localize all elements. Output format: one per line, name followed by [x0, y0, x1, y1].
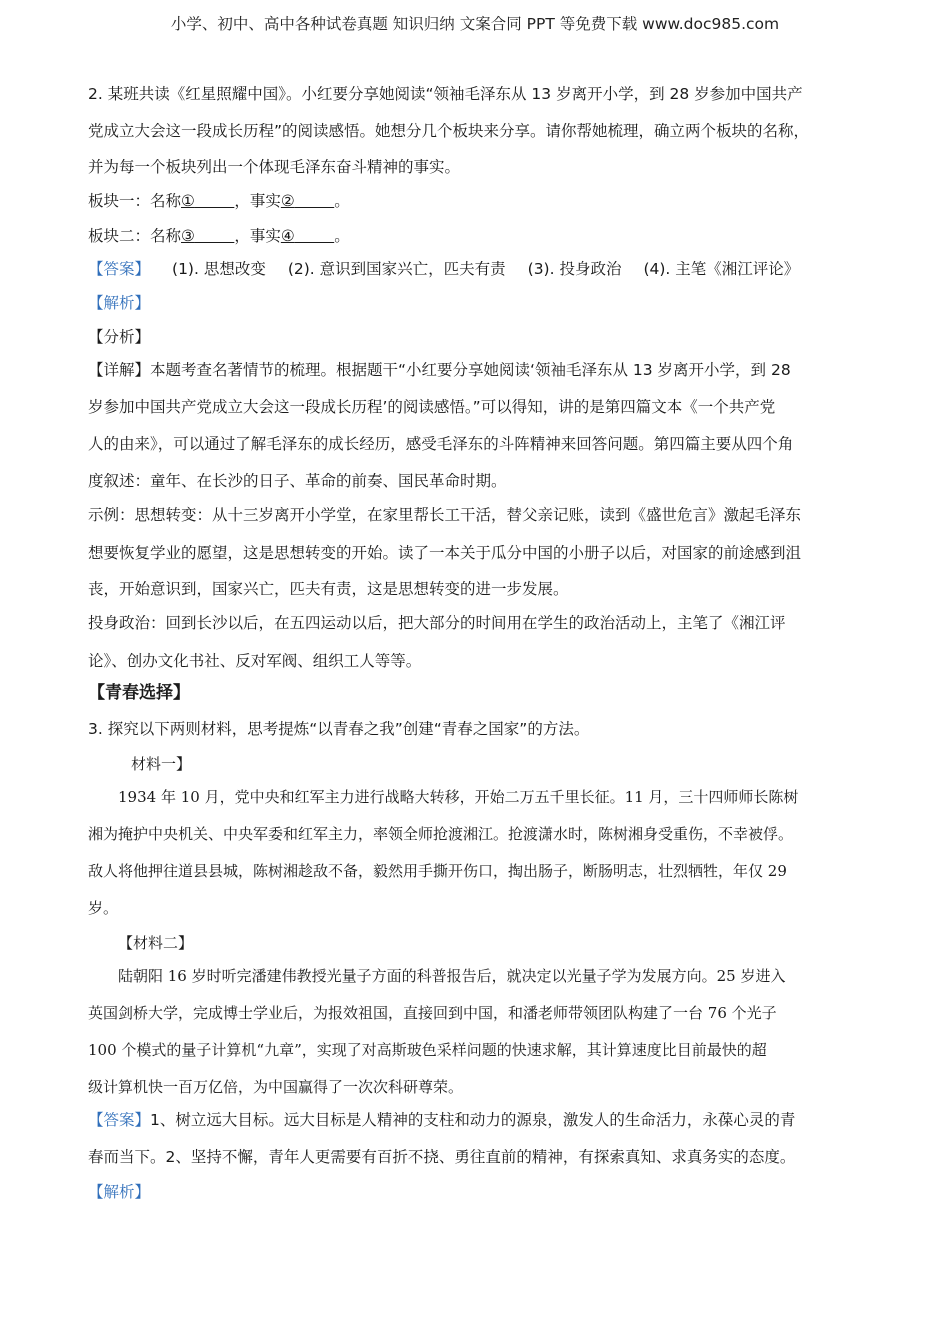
answer-tag: 【答案】 [88, 1111, 151, 1129]
blank-4: ④ [280, 227, 295, 245]
answer-3: (3). 投身政治 [527, 260, 622, 278]
q3-answer-line-2: 春而当下。2、坚持不懈，青年人更需要有百折不挠、勇往直前的精神，有探索真知、求真务实的态度。 [88, 1148, 796, 1166]
answer-4: (4). 主笔《湘江评论》 [643, 260, 800, 278]
q2-jiexi-tag: 【解析】 [88, 294, 151, 312]
q2-block-2: 板块二：名称③ ，事实④ 。 [88, 227, 350, 245]
answer-2: (2). 意识到国家兴亡，匹夫有责 [287, 260, 506, 278]
block-label: 板块二：名称 [88, 227, 182, 245]
q2-detail-line-6: 想要恢复学业的愿望，这是思想转变的开始。读了一本关于瓜分中国的小册子以后，对国家的前途感到沮 [88, 544, 802, 562]
material-1-line-3: 敌人将他押往道县县城，陈树湘趁敌不备，毅然用手撕开伤口，掏出肠子，断肠明志，壮烈牺牲，年仅 29 [88, 862, 787, 880]
blank-1: ① [181, 192, 195, 210]
q2-fenxi-tag: 【分析】 [88, 328, 151, 346]
q2-detail-line-7: 丧，开始意识到，国家兴亡，匹夫有责，这是思想转变的进一步发展。 [88, 580, 569, 598]
material-2-line-4: 级计算机快一百万亿倍，为中国赢得了一次次科研尊荣。 [88, 1078, 464, 1096]
q2-detail-line-9: 论》、创办文化书社、反对军阀、组织工人等等。 [88, 652, 422, 670]
block-label: 板块一：名称 [88, 192, 182, 210]
q2-line-1: 2. 某班共读《红星照耀中国》。小红要分享她阅读“领袖毛泽东从 13 岁离开小学，到 28 岁参加中国共产 [88, 85, 803, 103]
q3-jiexi-tag: 【解析】 [88, 1183, 151, 1201]
q3-question: 3. 探究以下两则材料，思考提炼“以青春之我”创建“青春之国家”的方法。 [88, 720, 590, 738]
q2-detail-line-3: 人的由来》，可以通过了解毛泽东的成长经历，感受毛泽东的斗阵精神来回答问题。第四篇主要从四个角 [88, 435, 794, 453]
page-header: 小学、初中、高中各种试卷真题 知识归纳 文案合同 PPT 等免费下载 www.doc985.com [170, 15, 780, 33]
q2-detail-line-4: 度叙述：童年、在长沙的日子、革命的前奏、国民革命时期。 [88, 472, 507, 490]
material-2-line-1: 陆朝阳 16 岁时听完潘建伟教授光量子方面的科普报告后，就决定以光量子学为发展方向。25 岁进入 [118, 967, 786, 985]
xiangjie-tag: 【详解】 [88, 361, 151, 379]
q2-detail-line-2: 岁参加中国共产党成立大会这一段成长历程’的阅读感悟。”可以得知，讲的是第四篇文本《一个共产党 [88, 398, 776, 416]
q2-answer [88, 258, 799, 280]
q2-detail-line-8: 投身政治：回到长沙以后，在五四运动以后，把大部分的时间用在学生的政治活动上，主笔了《湘江评 [88, 614, 786, 632]
material-1-title: 材料一】 [131, 755, 192, 773]
q3-answer-line-1: 【答案】1、树立远大目标。远大目标是人精神的支柱和动力的源泉，激发人的生命活力，永葆心灵的青 [88, 1111, 796, 1129]
q2-block-1: 板块一：名称① ，事实② 。 [88, 192, 350, 210]
q2-detail-line-1: 【详解】本题考查名著情节的梳理。根据题干“小红要分享她阅读‘领袖毛泽东从 13 岁离开小学，到 28 [88, 361, 791, 379]
q2-line-2: 党成立大会这一段成长历程”的阅读感悟。她想分几个板块来分享。请你帮她梳理，确立两个板块的名称， [88, 122, 810, 140]
blank-3: ③ [181, 227, 195, 245]
q2-line-3: 并为每一个板块列出一个体现毛泽东奋斗精神的事实。 [88, 158, 461, 176]
answer-tag: 【答案】 [88, 260, 151, 278]
material-2-line-3: 100 个模式的量子计算机“九章”，实现了对高斯玻色采样问题的快速求解，其计算速度比目前最快的超 [88, 1041, 767, 1059]
material-1-line-1: 1934 年 10 月，党中央和红军主力进行战略大转移，开始二万五千里长征。11 月，三十四师师长陈树 [118, 788, 799, 806]
section-title: 【青春选择】 [88, 683, 190, 703]
material-2-title: 【材料二】 [118, 934, 194, 952]
material-2-line-2: 英国剑桥大学，完成博士学业后，为报效祖国，直接回到中国，和潘老师带领团队构建了一台 76 个光子 [88, 1004, 777, 1022]
material-1-line-4: 岁。 [88, 899, 119, 917]
material-1-line-2: 湘为掩护中央机关、中央军委和红军主力，率领全师抢渡湘江。抢渡潇水时，陈树湘身受重伤，不幸被俘。 [88, 825, 794, 843]
answer-1: (1). 思想改变 [172, 260, 266, 278]
q2-detail-line-5: 示例：思想转变：从十三岁离开小学堂，在家里帮长工干活，替父亲记账，读到《盛世危言》激起毛泽东 [88, 506, 802, 524]
blank-2: ② [280, 192, 295, 210]
